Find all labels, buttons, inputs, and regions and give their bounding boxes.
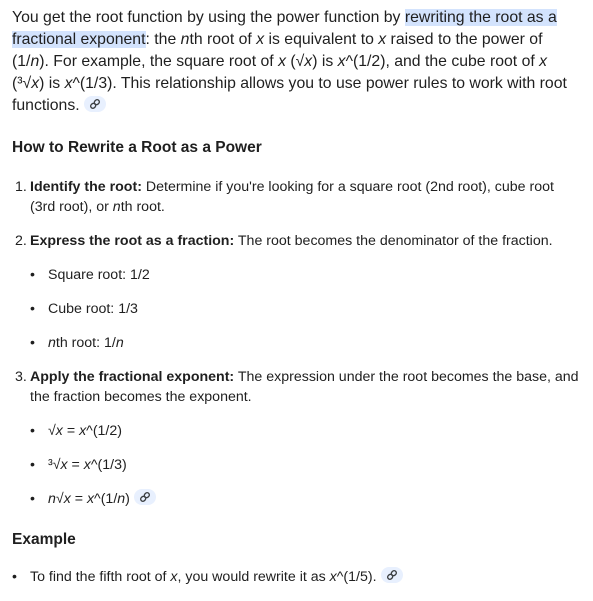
source-link-chip[interactable] xyxy=(134,489,156,505)
math-var: x xyxy=(337,53,346,70)
step-number: 3. xyxy=(15,369,27,385)
intro-paragraph xyxy=(12,7,581,117)
list-item-text: ^(1/5). xyxy=(336,569,377,585)
list-item xyxy=(12,567,581,587)
list-item xyxy=(30,299,581,319)
math-var: n xyxy=(180,31,190,48)
math-text: √ xyxy=(48,423,56,439)
link-icon xyxy=(386,569,398,581)
math-text: = xyxy=(70,491,87,507)
section-heading: How to Rewrite a Root as a Power xyxy=(12,139,262,156)
math-var: x xyxy=(329,569,337,585)
math-var: x xyxy=(83,457,91,473)
math-text: ) xyxy=(125,491,130,507)
link-icon xyxy=(89,98,101,110)
link-icon xyxy=(139,491,151,503)
list-item xyxy=(30,333,581,353)
math-var: n xyxy=(115,335,124,351)
step-text: The root becomes the denominator of the fraction. xyxy=(234,233,553,249)
math-var: n xyxy=(30,53,40,70)
section-heading: Example xyxy=(12,531,76,548)
intro-text: ^(1/2), and the cube root of xyxy=(345,53,540,70)
math-var: x xyxy=(31,75,40,92)
intro-text: th root of xyxy=(189,31,257,48)
list-item xyxy=(30,421,581,441)
list-item xyxy=(30,489,581,509)
math-var: x xyxy=(63,491,71,507)
math-text: ^(1/2) xyxy=(86,423,122,439)
list-item-text: Cube root: 1/3 xyxy=(48,301,138,317)
intro-text: raised to the power of (1/ xyxy=(12,31,543,70)
list-item-text: th root: 1/ xyxy=(55,335,116,351)
math-var: x xyxy=(304,53,313,70)
step-number: 1. xyxy=(15,179,27,195)
intro-text: You get the root function by using the power function by xyxy=(12,9,405,26)
math-text: = xyxy=(67,457,84,473)
intro-text: (√ xyxy=(285,53,305,70)
sub-list xyxy=(30,421,581,509)
step-text: th root. xyxy=(120,199,165,215)
step-number: 2. xyxy=(15,233,27,249)
steps-list xyxy=(12,177,581,509)
math-var: x xyxy=(60,457,68,473)
step-title: Apply the fractional exponent: xyxy=(30,369,235,385)
math-var: n xyxy=(117,491,126,507)
intro-text: is equivalent to xyxy=(264,31,379,48)
math-var: n xyxy=(48,335,56,351)
intro-text: (³√ xyxy=(12,75,32,92)
math-var: n xyxy=(112,199,121,215)
step-item xyxy=(12,367,581,509)
math-text: ³√ xyxy=(48,457,61,473)
example-list xyxy=(12,567,581,587)
intro-text: ^(1/3). This relationship allows you to use power rules to work with root functions. xyxy=(12,75,567,114)
list-item-text: Square root: 1/2 xyxy=(48,267,150,283)
math-var: n xyxy=(48,491,56,507)
step-item xyxy=(12,231,581,353)
math-text: √ xyxy=(55,491,64,507)
intro-text: ) is xyxy=(39,75,65,92)
highlighted-phrase[interactable]: rewriting the root as a fractional exponent xyxy=(12,9,557,48)
math-var: x xyxy=(378,31,387,48)
list-item-text: To find the fifth root of xyxy=(30,569,171,585)
math-var: x xyxy=(278,53,286,70)
math-text: ^(1/ xyxy=(94,491,118,507)
list-item-text: , you would rewrite it as xyxy=(177,569,330,585)
step-title: Express the root as a fraction: xyxy=(30,233,235,249)
sub-list xyxy=(30,265,581,353)
step-title: Identify the root: xyxy=(30,179,142,195)
list-item xyxy=(30,455,581,475)
math-var: x xyxy=(64,75,73,92)
intro-text: : the xyxy=(145,31,181,48)
source-link-chip[interactable] xyxy=(84,96,106,112)
step-text: Determine if you're looking for a square root (2nd root), cube root (3rd root), or xyxy=(30,179,554,215)
math-var: x xyxy=(86,491,95,507)
math-var: x xyxy=(539,53,548,70)
math-text: = xyxy=(62,423,80,439)
math-var: x xyxy=(55,423,63,439)
math-var: x xyxy=(256,31,265,48)
intro-text: ) is xyxy=(312,53,338,70)
math-var: x xyxy=(170,569,178,585)
step-text: The expression under the root becomes the base, and the fraction becomes the exponent. xyxy=(30,369,579,405)
list-item xyxy=(30,265,581,285)
source-link-chip[interactable] xyxy=(381,567,403,583)
math-text: ^(1/3) xyxy=(90,457,127,473)
math-var: x xyxy=(79,423,87,439)
intro-text: ). For example, the square root of xyxy=(39,53,279,70)
step-item xyxy=(12,177,581,217)
